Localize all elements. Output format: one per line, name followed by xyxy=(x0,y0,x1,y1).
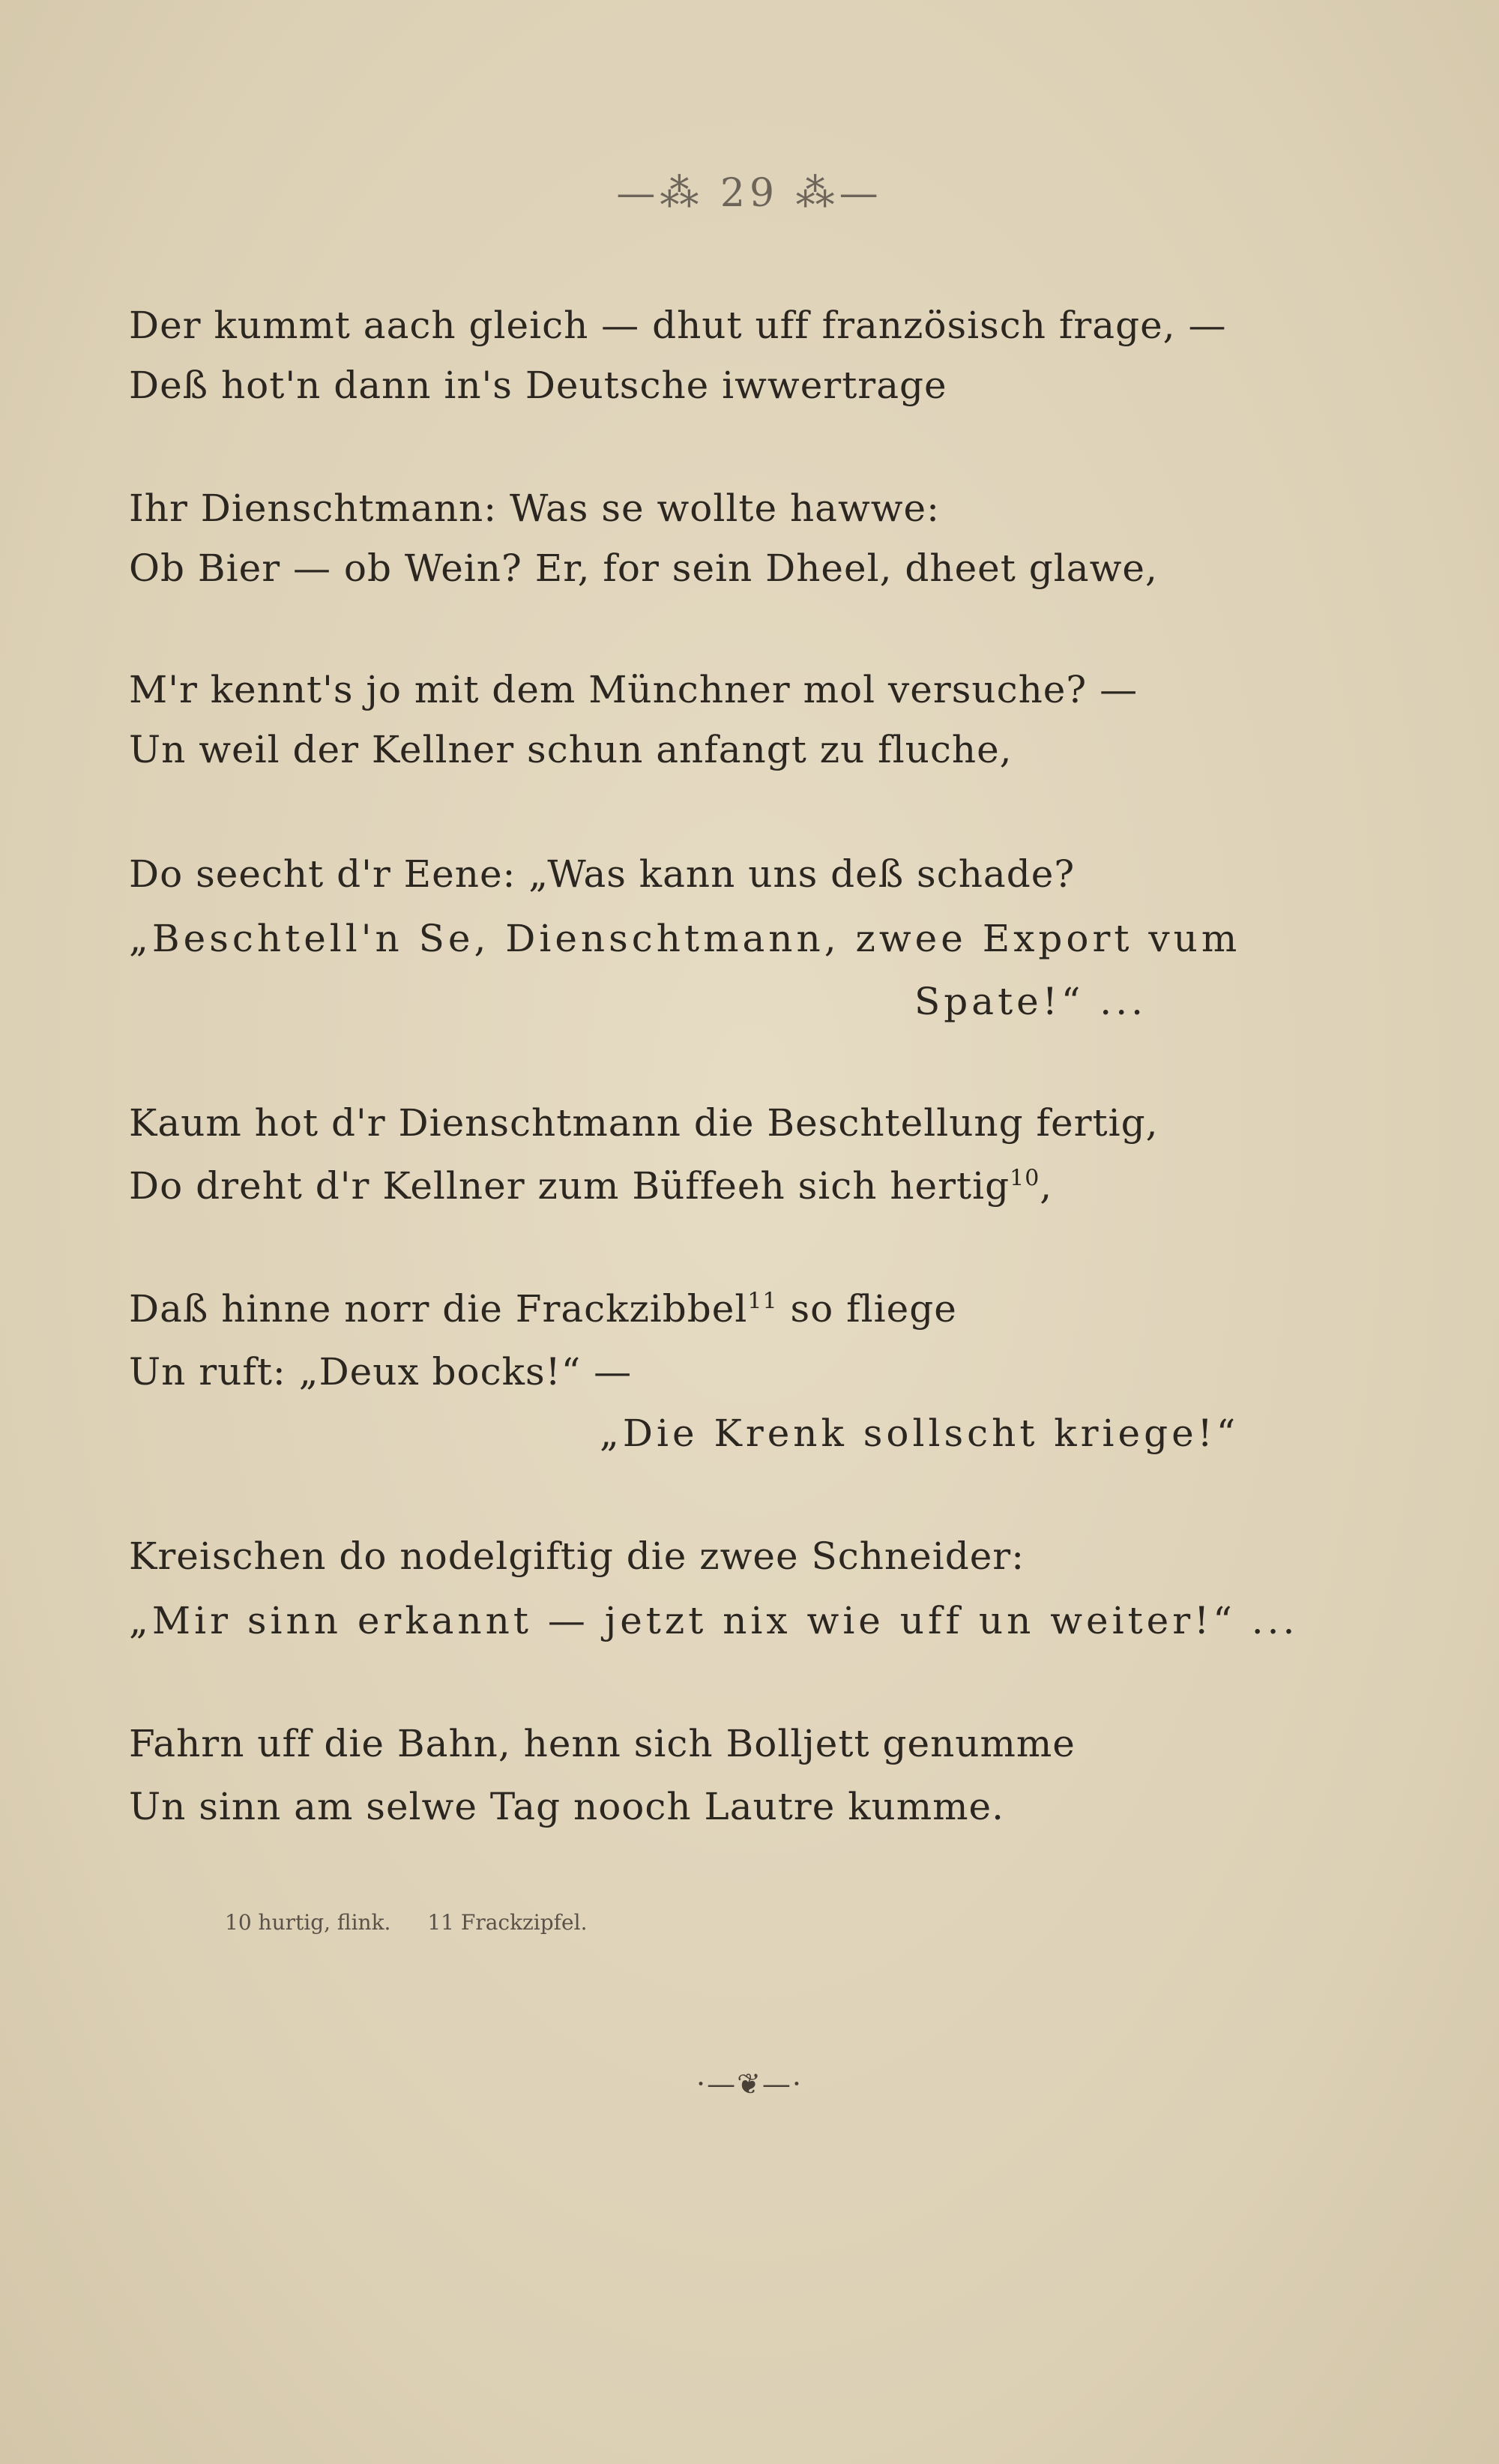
footnote: 11 Frackzipfel. xyxy=(427,1910,588,1935)
verse-text: , xyxy=(1040,1164,1053,1208)
verse-line: Der kummt aach gleich — dhut uff französisch frage, — xyxy=(129,304,1227,347)
verse-text: Do dreht d'r Kellner zum Büffeeh sich hertig xyxy=(129,1164,1010,1208)
verse-line: „Mir sinn erkannt — jetzt nix wie uff un weiter!“ ... xyxy=(129,1599,1299,1642)
verse-line: Kreischen do nodelgiftig die zwee Schneider: xyxy=(129,1534,1025,1578)
verse-line: Deß hot'n dann in's Deutsche iwwertrage xyxy=(129,364,947,407)
verse-line xyxy=(129,1163,1052,1208)
verse-line: Un weil der Kellner schun anfangt zu fluche, xyxy=(129,728,1013,771)
footnotes xyxy=(225,1910,617,1935)
verse-line: Kaum hot d'r Dienschtmann die Beschtellung fertig, xyxy=(129,1101,1159,1145)
verse-line: Ihr Dienschtmann: Was se wollte hawwe: xyxy=(129,487,940,530)
verse-line: Ob Bier — ob Wein? Er, for sein Dheel, dheet glawe, xyxy=(129,546,1158,590)
verse-line: M'r kennt's jo mit dem Münchner mol versuche? — xyxy=(129,668,1138,711)
verse-line: Fahrn uff die Bahn, henn sich Bolljett genumme xyxy=(129,1722,1076,1765)
verse-line: Spate!“ ... xyxy=(914,980,1147,1023)
page-number: —⁂ 29 ⁂— xyxy=(616,171,883,216)
verse-line xyxy=(129,1286,957,1331)
verse-line: Do seecht d'r Eene: „Was kann uns deß schade? xyxy=(129,852,1076,896)
verse-line: „Die Krenk sollscht kriege!“ xyxy=(600,1412,1240,1455)
footnote-ref: 10 xyxy=(1010,1165,1040,1192)
verse-text: Daß hinne norr die Frackzibbel xyxy=(129,1287,748,1331)
verse-text: so fliege xyxy=(777,1287,957,1331)
footnote: 10 hurtig, flink. xyxy=(225,1910,391,1935)
footnote-ref: 11 xyxy=(747,1288,778,1315)
verse-line: „Beschtell'n Se, Dienschtmann, zwee Export vum xyxy=(129,917,1241,960)
signature-mark: ·—❦—· xyxy=(696,2067,803,2100)
verse-line: Un sinn am selwe Tag nooch Lautre kumme. xyxy=(129,1785,1005,1828)
verse-line: Un ruft: „Deux bocks!“ — xyxy=(129,1350,633,1394)
